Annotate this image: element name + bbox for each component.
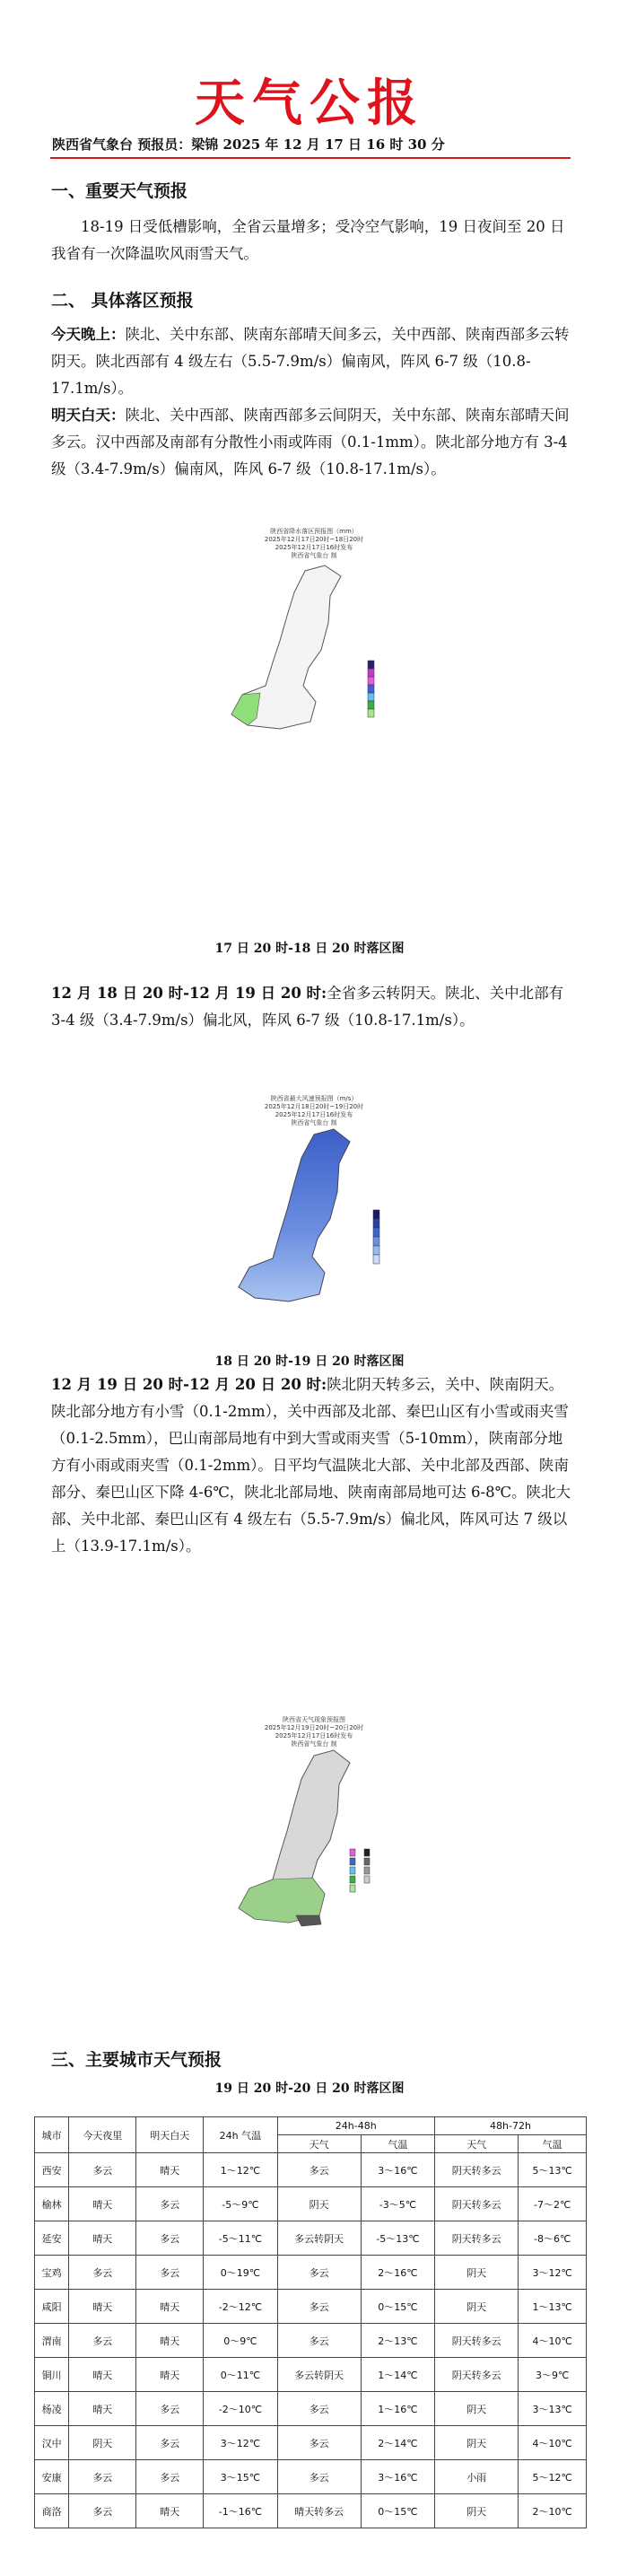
- wind-map-shape: [215, 1127, 422, 1311]
- table-cell: 晴天: [69, 2187, 136, 2221]
- col-city: 城市: [35, 2117, 69, 2153]
- table-cell: 阴天: [435, 2392, 519, 2426]
- col-48-72h: 48h-72h: [435, 2117, 587, 2135]
- table-cell: 0～19℃: [204, 2256, 277, 2290]
- table-cell: 1～12℃: [204, 2153, 277, 2187]
- table-cell: 多云: [277, 2392, 361, 2426]
- tomorrow-text: 陕北、关中西部、陕南西部多云间阴天，关中东部、陕南东部晴天间多云。汉中西部及南部有分散性小雨或阵雨（0.1-1mm）。陕北部分地方有 3-4 级（3.4-7.9m/s）偏南风，阵风 6-7 级（10.8-17.1m/s）。: [51, 407, 570, 478]
- table-cell: 宝鸡: [35, 2256, 69, 2290]
- table-cell: -1～16℃: [204, 2494, 277, 2528]
- table-cell: -2～12℃: [204, 2290, 277, 2324]
- table-cell: 多云: [277, 2290, 361, 2324]
- table-cell: 阴天: [435, 2426, 519, 2460]
- table-cell: 多云: [69, 2324, 136, 2358]
- precip-map: [215, 528, 422, 743]
- table-cell: 阴天: [277, 2187, 361, 2221]
- table-cell: 榆林: [35, 2187, 69, 2221]
- tomorrow-paragraph: [51, 402, 576, 483]
- col-72-temp: 气温: [519, 2135, 587, 2153]
- table-row: [35, 2290, 587, 2324]
- wind-map-caption: 18 日 20 时-19 日 20 时落区图: [214, 1354, 405, 1369]
- table-cell: 多云: [69, 2256, 136, 2290]
- table-cell: 2～10℃: [519, 2494, 587, 2528]
- table-cell: 0～15℃: [361, 2494, 434, 2528]
- table-cell: 3～12℃: [204, 2426, 277, 2460]
- table-cell: 阴天转多云: [435, 2153, 519, 2187]
- tonight-label: 今天晚上：: [51, 326, 126, 343]
- table-cell: 1～16℃: [361, 2392, 434, 2426]
- table-cell: 2～14℃: [361, 2426, 434, 2460]
- table-row: [35, 2324, 587, 2358]
- p18-paragraph: [51, 980, 576, 1034]
- table-cell: -2～10℃: [204, 2392, 277, 2426]
- table-cell: 1～14℃: [361, 2358, 434, 2392]
- table-cell: 多云转阴天: [277, 2221, 361, 2256]
- section-area-heading: 二、 具体落区预报: [51, 291, 194, 311]
- col-24h-temp: 24h 气温: [204, 2117, 277, 2153]
- table-cell: 小雨: [435, 2460, 519, 2494]
- table-cell: -8～6℃: [519, 2221, 587, 2256]
- section-city-heading: 三、主要城市天气预报: [51, 2050, 222, 2070]
- table-cell: 多云: [136, 2221, 204, 2256]
- table-cell: 晴天: [136, 2494, 204, 2528]
- table-cell: 汉中: [35, 2426, 69, 2460]
- col-72-weather: 天气: [435, 2135, 519, 2153]
- table-cell: 4～10℃: [519, 2324, 587, 2358]
- table-row: [35, 2187, 587, 2221]
- header-divider: [50, 157, 571, 159]
- table-cell: 晴天转多云: [277, 2494, 361, 2528]
- table-cell: 0～11℃: [204, 2358, 277, 2392]
- table-cell: 晴天: [136, 2324, 204, 2358]
- table-cell: 3～16℃: [361, 2460, 434, 2494]
- table-cell: 阴天: [69, 2426, 136, 2460]
- section-important-text: 18-19 日受低槽影响，全省云量增多；受冷空气影响，19 日夜间至 20 日我省有一次降温吹风雨雪天气。: [51, 218, 565, 262]
- col-48-temp: 气温: [361, 2135, 434, 2153]
- table-cell: 3～15℃: [204, 2460, 277, 2494]
- col-tomorrow: 明天白天: [136, 2117, 204, 2153]
- page-title: 天气公报: [195, 74, 424, 133]
- weather-map-header: 陕西省天气现象预报图 2025年12月19日20时~20日20时 2025年12月17日16时发布 陕西省气象台 制: [264, 1716, 364, 1748]
- table-row: [35, 2460, 587, 2494]
- table-cell: -5～11℃: [204, 2221, 277, 2256]
- table-cell: 2～16℃: [361, 2256, 434, 2290]
- table-cell: 阴天转多云: [435, 2221, 519, 2256]
- table-cell: 多云: [69, 2460, 136, 2494]
- precip-map-caption: 17 日 20 时-18 日 20 时落区图: [214, 942, 405, 956]
- table-cell: 多云: [277, 2426, 361, 2460]
- table-cell: 多云: [136, 2392, 204, 2426]
- wind-map: [215, 1095, 422, 1315]
- table-cell: 多云: [136, 2426, 204, 2460]
- table-cell: 0～15℃: [361, 2290, 434, 2324]
- p19-text: 陕北阴天转多云，关中、陕南阴天。陕北部分地方有小雪（0.1-2mm），关中西部及北部、秦巴山区有小雪或雨夹雪（0.1-2.5mm），巴山南部局地有中到大雪或雨夹雪（5-10mm），陕南部分地方有小雨或雨夹雪（0.1-2mm）。日平均气温陕北大部、关中北部及西部、陕南部分、秦巴山区下降 4-6℃，陕北北部局地、陕南南部局地可达 6-8℃。陕北大部、关中北部、秦巴山区有 4 级左右（5.5-7.9m/s）偏北风，阵风可达 7 级以上（13.9-17.1m/s）。: [51, 1376, 571, 1555]
- wind-map-header: 陕西省最大风速预报图（m/s） 2025年12月18日20时~19日20时 2025年12月17日16时发布 陕西省气象台 制: [264, 1095, 364, 1126]
- table-cell: 铜川: [35, 2358, 69, 2392]
- weather-map-shape: [215, 1748, 422, 1937]
- table-cell: 晴天: [69, 2290, 136, 2324]
- table-row: [35, 2256, 587, 2290]
- table-cell: 多云: [69, 2494, 136, 2528]
- table-cell: 多云转阴天: [277, 2358, 361, 2392]
- table-cell: 杨凌: [35, 2392, 69, 2426]
- table-cell: 多云: [277, 2324, 361, 2358]
- table-header-row: [35, 2117, 587, 2135]
- col-24-48h: 24h-48h: [277, 2117, 435, 2135]
- table-row: [35, 2153, 587, 2187]
- table-cell: 阴天: [435, 2494, 519, 2528]
- table-cell: -7～2℃: [519, 2187, 587, 2221]
- report-header: 陕西省气象台 预报员：梁锦 2025 年 12 月 17 日 16 时 30 分: [52, 136, 445, 153]
- table-cell: 安康: [35, 2460, 69, 2494]
- table-cell: 晴天: [136, 2358, 204, 2392]
- table-cell: 咸阳: [35, 2290, 69, 2324]
- precip-map-header: 陕西省降水落区预报图（mm） 2025年12月17日20时~18日20时 2025年12月17日16时发布 陕西省气象台 制: [264, 528, 364, 559]
- table-cell: -5～9℃: [204, 2187, 277, 2221]
- table-cell: 3～16℃: [361, 2153, 434, 2187]
- table-cell: 2～13℃: [361, 2324, 434, 2358]
- table-cell: 晴天: [136, 2153, 204, 2187]
- table-row: [35, 2392, 587, 2426]
- table-cell: 延安: [35, 2221, 69, 2256]
- table-cell: 晴天: [69, 2392, 136, 2426]
- table-cell: 晴天: [136, 2290, 204, 2324]
- section-important-heading: 一、重要天气预报: [51, 181, 188, 201]
- tonight-text: 陕北、关中东部、陕南东部晴天间多云，关中西部、陕南西部多云转阴天。陕北西部有 4 级左右（5.5-7.9m/s）偏南风，阵风 6-7 级（10.8-17.1m/s）。: [51, 326, 570, 397]
- city-forecast-table: [34, 2116, 587, 2528]
- p19-paragraph: [51, 1371, 576, 1560]
- table-row: [35, 2494, 587, 2528]
- table-row: [35, 2358, 587, 2392]
- table-cell: 1～13℃: [519, 2290, 587, 2324]
- table-cell: 多云: [136, 2256, 204, 2290]
- tomorrow-label: 明天白天：: [51, 407, 126, 424]
- p18-text: 全省多云转阴天。陕北、关中北部有 3-4 级（3.4-7.9m/s）偏北风，阵风 6-7 级（10.8-17.1m/s）。: [51, 985, 564, 1029]
- precip-map-shape: [215, 560, 422, 740]
- table-row: [35, 2426, 587, 2460]
- table-cell: 0～9℃: [204, 2324, 277, 2358]
- table-cell: 多云: [277, 2460, 361, 2494]
- table-cell: 多云: [277, 2153, 361, 2187]
- table-body: [35, 2153, 587, 2528]
- table-cell: 晴天: [69, 2358, 136, 2392]
- table-cell: 阴天: [435, 2256, 519, 2290]
- table-cell: 3～9℃: [519, 2358, 587, 2392]
- col-48-weather: 天气: [277, 2135, 361, 2153]
- table-cell: 多云: [136, 2187, 204, 2221]
- table-cell: 西安: [35, 2153, 69, 2187]
- weather-map: [215, 1716, 422, 1941]
- table-cell: 3～12℃: [519, 2256, 587, 2290]
- table-cell: 阴天转多云: [435, 2324, 519, 2358]
- table-cell: 阴天转多云: [435, 2187, 519, 2221]
- p18-label: 12 月 18 日 20 时-12 月 19 日 20 时:: [51, 985, 327, 1002]
- table-cell: 晴天: [69, 2221, 136, 2256]
- p19-label: 12 月 19 日 20 时-12 月 20 日 20 时:: [51, 1376, 327, 1393]
- table-cell: 渭南: [35, 2324, 69, 2358]
- table-cell: 阴天转多云: [435, 2358, 519, 2392]
- table-cell: -5～13℃: [361, 2221, 434, 2256]
- table-cell: 多云: [69, 2153, 136, 2187]
- table-cell: -3～5℃: [361, 2187, 434, 2221]
- tonight-paragraph: [51, 321, 576, 402]
- table-cell: 3～13℃: [519, 2392, 587, 2426]
- col-tonight: 今天夜里: [69, 2117, 136, 2153]
- table-cell: 5～13℃: [519, 2153, 587, 2187]
- table-cell: 多云: [277, 2256, 361, 2290]
- table-cell: 商洛: [35, 2494, 69, 2528]
- weather-map-caption: 19 日 20 时-20 日 20 时落区图: [214, 2081, 405, 2096]
- table-row: [35, 2221, 587, 2256]
- table-cell: 5～12℃: [519, 2460, 587, 2494]
- table-cell: 4～10℃: [519, 2426, 587, 2460]
- table-cell: 多云: [136, 2460, 204, 2494]
- table-cell: 阴天: [435, 2290, 519, 2324]
